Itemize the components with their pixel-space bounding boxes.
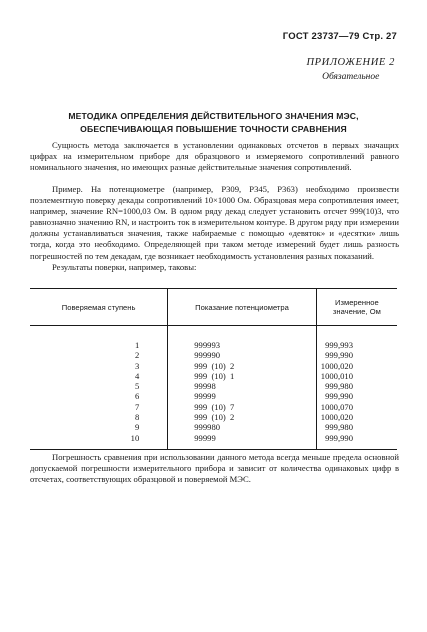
cell-step: 5 [134,381,140,392]
cell-reading: 99999 [168,391,317,401]
cell-reading: 999990 [168,350,317,360]
table-body [30,326,397,450]
paragraph-conclusion: Погрешность сравнения при использовании данного метода всегда меньше предела основной допускаемой погрешности измерительного прибора и зависит от количества одинаковых цифр в отсчетах, соответствующих образцовой и поверяемой МЭС. [30,452,399,485]
table-header-row [30,289,397,326]
header-step: Поверяемая ступень [30,289,168,326]
paragraph-example: Пример. На потенциометре (например, Р309, Р345, Р363) необходимо произвести поэлементную поверку декады сопротивлений 10×1000 Ом. Образцовая мера сопротивления имеет, например, значение RN=1000,03 Ом. В одном ряду декад следует установить отсчет 999(10)3, что равнозначно значению RN, и настроить ток в измерительном контуре. В другом ряду при измерении должны устанавливаться значения, также набираемые с помощью «девяток» и «десятки» лишь тогда, когда это необходимо. Определяющей при таком методе измерений будет лишь разность погрешностей по тем декадам, где возникает необходимость установления разных показаний. [30,184,399,261]
cell-reading: 99998 [168,381,317,391]
appendix-label: ПРИЛОЖЕНИЕ 2 [306,57,395,68]
cell-reading: 999 (10) 1 [168,371,317,381]
example-paragraph [30,184,399,273]
table-row [30,402,397,412]
appendix-block [306,57,395,82]
cell-step: 7 [134,401,140,412]
cell-reading: 999 (10) 7 [168,402,317,412]
title-line-1: МЕТОДИКА ОПРЕДЕЛЕНИЯ ДЕЙСТВИТЕЛЬНОГО ЗНАЧЕНИЯ МЭС, [68,111,359,121]
cell-step: 2 [134,350,140,361]
table-row [30,412,397,422]
table-row [30,433,397,450]
table-row [30,422,397,432]
table-row [30,371,397,381]
cell-value: 1000,070 [316,402,397,412]
page-number: Стр. 27 [362,31,397,42]
cell-value: 1000,020 [316,412,397,422]
paragraph-essence: Сущность метода заключается в установлении одинаковых отсчетов в первых значащих цифрах на измерительном приборе для образцового и измеряемого сопротивлений равного номинального значения, но имеющих разные действительные значения сопротивлений. [30,140,399,173]
table-row [30,326,397,351]
standard-number: ГОСТ 23737—79 [282,31,360,42]
table-row [30,381,397,391]
cell-reading: 999993 [168,326,317,351]
cell-value: 999,980 [316,381,397,391]
cell-step: 1 [134,340,140,350]
cell-step: 9 [134,422,140,433]
cell-value: 1000,020 [316,361,397,371]
title-line-2: ОБЕСПЕЧИВАЮЩАЯ ПОВЫШЕНИЕ ТОЧНОСТИ СРАВНЕНИЯ [80,124,347,134]
cell-step: 4 [134,370,140,381]
table-row [30,391,397,401]
cell-step: 6 [134,391,140,402]
cell-value: 999,990 [316,391,397,401]
paragraph-results-intro: Результаты поверки, например, таковы: [52,261,197,272]
header-value: Измеренное значение, Ом [316,289,397,326]
cell-reading: 999 (10) 2 [168,361,317,371]
page-header [283,31,397,42]
header-reading: Показание потенциометра [168,289,317,326]
cell-reading: 99999 [168,433,317,450]
cell-value: 999,980 [316,422,397,432]
cell-value: 999,990 [316,350,397,360]
conclusion-paragraph [30,452,399,485]
cell-reading: 999980 [168,422,317,432]
cell-value: 1000,010 [316,371,397,381]
appendix-status: Обязательное [322,72,380,82]
results-table [30,288,397,450]
cell-step: 10 [30,433,168,450]
cell-step: 3 [134,360,140,371]
table-row [30,350,397,360]
cell-value: 999,990 [316,433,397,450]
cell-step: 8 [134,412,140,423]
cell-reading: 999 (10) 2 [168,412,317,422]
table-row [30,361,397,371]
intro-paragraph [30,140,399,173]
section-title [30,110,397,136]
cell-value: 999,993 [316,326,397,351]
